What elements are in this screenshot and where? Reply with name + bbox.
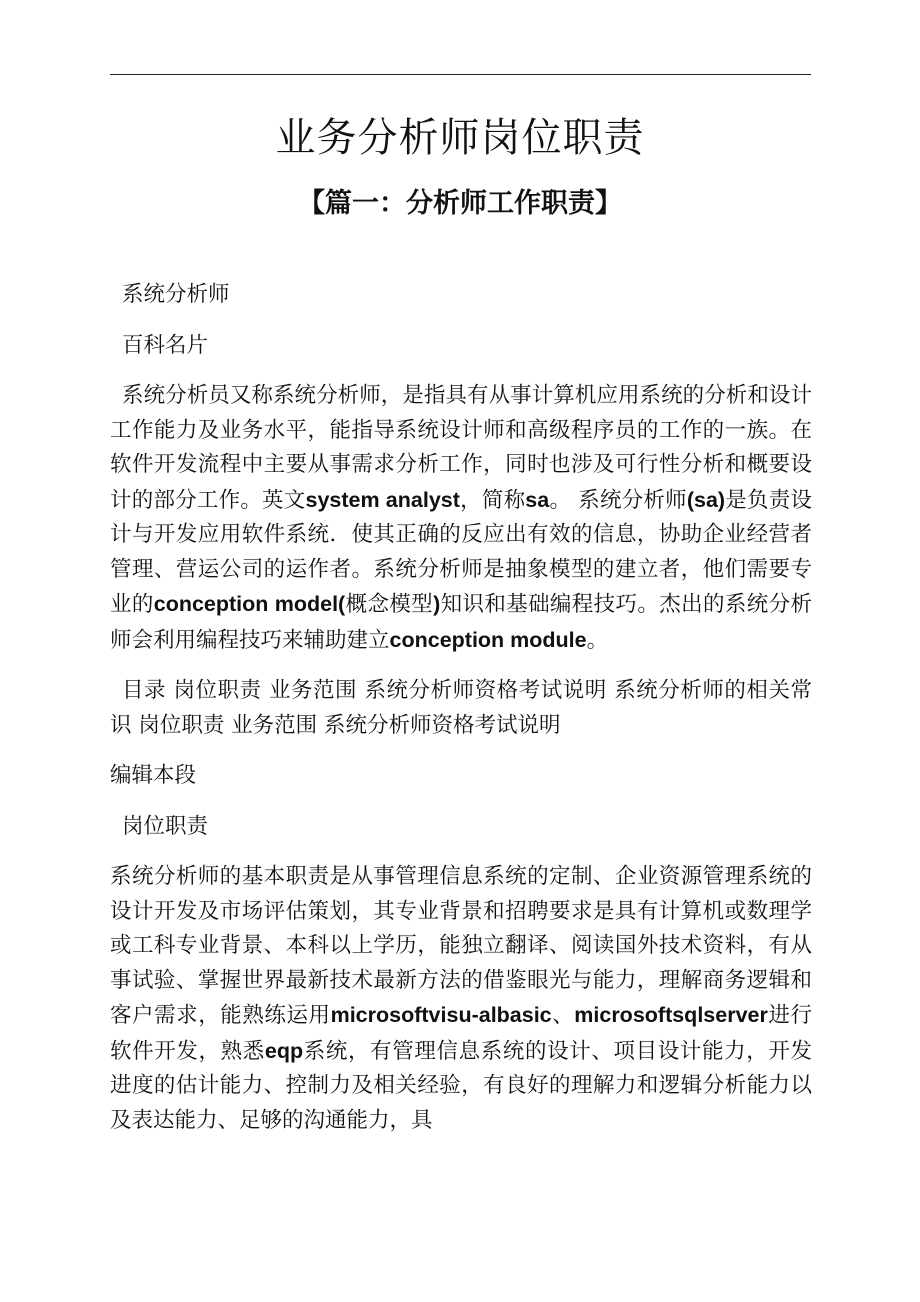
- intro-text-4: 是负责设计与开发应用软件系统．使其正确的反应出有效的信息，协助企业经营者管理、营运公司的运作者。系统分析师是抽象模型的建立者，他们需要专业的: [110, 487, 812, 617]
- heading-duties: 岗位职责: [122, 813, 209, 839]
- intro-paragraph: [110, 379, 812, 658]
- intro-text-7: 。: [586, 627, 609, 653]
- document-subtitle: 【篇一：分析师工作职责】: [298, 188, 622, 219]
- duties-bold-3: eqp: [264, 1038, 304, 1063]
- duties-text-4: 系统，有管理信息系统的设计、项目设计能力，开发进度的估计能力、控制力及相关经验，有良好的理解力和逻辑分析能力以及表达能力、足够的沟通能力，具: [110, 1038, 812, 1133]
- intro-text-6: 知识和基础编程技巧。杰出的系统分析师会利用编程技巧来辅助建立: [110, 592, 812, 653]
- table-of-contents: 目录 岗位职责 业务范围 系统分析师资格考试说明 系统分析师的相关常识 岗位职责 业务范围 系统分析师资格考试说明: [110, 678, 812, 738]
- duties-text-1: 系统分析师的基本职责是从事管理信息系统的定制、企业资源管理系统的设计开发及市场评估策划，其专业背景和招聘要求是具有计算机或数理学或工科专业背景、本科以上学历，能独立翻译、阅读国外技术资料，有从事试验、掌握世界最新技术最新方法的借鉴眼光与能力，理解商务逻辑和客户需求，能熟练运用: [110, 864, 812, 1028]
- heading-baike: 百科名片: [122, 332, 209, 358]
- document-body: [110, 278, 812, 1154]
- duties-bold-2: microsoftsqlserver: [574, 1003, 768, 1027]
- intro-text-2: ，简称: [459, 487, 526, 513]
- duties-bold-1: microsoftvisu-albasic: [330, 1003, 552, 1027]
- heading-system-analyst: 系统分析师: [122, 282, 230, 307]
- intro-text-1: 系统分析员又称系统分析师，是指具有从事计算机应用系统的分析和设计工作能力及业务水平，能指导系统设计师和高级程序员的工作的一族。在软件开发流程中主要从事需求分析工作，同时也涉及可行性分析和概要设计的部分工作。英文: [110, 383, 812, 513]
- edit-section-label: 编辑本段: [110, 763, 197, 788]
- intro-bold-3: (sa): [686, 487, 726, 512]
- duties-text-2: 、: [551, 1003, 575, 1028]
- intro-bold-2: sa: [525, 487, 550, 512]
- intro-text-3: 。 系统分析师: [549, 487, 687, 513]
- header-rule: [110, 74, 811, 75]
- intro-text-5: 概念模型: [345, 592, 434, 617]
- intro-bold-4: conception model(: [153, 592, 346, 616]
- duties-text-3: 进行软件开发，熟悉: [110, 1003, 812, 1064]
- intro-bold-5: ): [433, 592, 441, 616]
- intro-bold-6: conception module: [389, 627, 587, 652]
- document-title: 业务分析师岗位职责: [275, 115, 645, 161]
- duties-paragraph: [110, 860, 812, 1138]
- intro-bold-1: system analyst: [305, 487, 460, 512]
